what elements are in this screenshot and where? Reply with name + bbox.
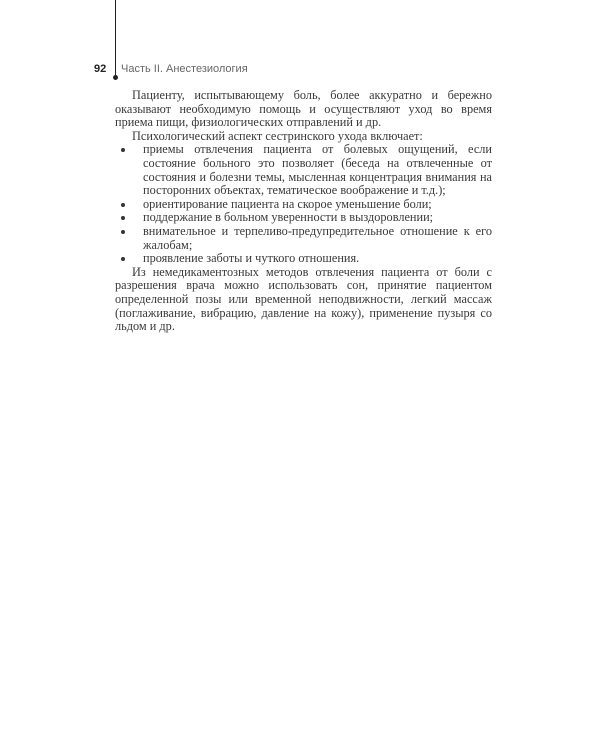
list-item-text: ориентирование пациента на скорое уменьшение боли; bbox=[143, 196, 432, 211]
list-item bbox=[115, 211, 492, 225]
list-item-text: внимательное и терпеливо-предупредительное отношение к его жалобам; bbox=[143, 223, 492, 252]
list-item-text: проявление заботы и чуткого отношения. bbox=[143, 251, 360, 266]
margin-rule bbox=[115, 0, 116, 77]
bullet-icon bbox=[121, 203, 125, 207]
list-item-text: приемы отвлечения пациента от болевых ощущений, если состояние больного это позволяет (беседа на отвлеченные от состояния и болезни темы, мысленная концентрация внимания на посторонних объектах, тематическое воображение и т.д.); bbox=[143, 142, 492, 198]
bullet-list bbox=[115, 143, 492, 265]
list-item bbox=[115, 225, 492, 252]
bullet-icon bbox=[121, 216, 125, 220]
running-head: Часть II. Анестезиология bbox=[121, 63, 248, 75]
bullet-icon bbox=[121, 148, 125, 152]
list-item-text: поддержание в больном уверенности в выздоровлении; bbox=[143, 210, 434, 225]
page-body bbox=[115, 89, 492, 334]
page-number: 92 bbox=[94, 63, 107, 75]
margin-rule-dot bbox=[113, 75, 118, 80]
bullet-icon bbox=[121, 257, 125, 261]
list-item bbox=[115, 198, 492, 212]
list-item bbox=[115, 143, 492, 197]
list-item bbox=[115, 252, 492, 266]
paragraph: Из немедикаментозных методов отвлечения пациента от боли с разрешения врача можно использовать сон, принятие пациентом определенной позы или временной неподвижности, легкий массаж (поглаживание, вибрацию, давление на кожу), применение пузыря со льдом и др. bbox=[115, 264, 492, 334]
paragraph: Пациенту, испытывающему боль, более аккуратно и бережно оказывают необходимую помощь и осуществляют уход во время приема пищи, физиологических отправлений и др. bbox=[115, 88, 492, 130]
paragraph: Психологический аспект сестринского ухода включает: bbox=[132, 128, 423, 143]
bullet-icon bbox=[121, 230, 125, 234]
